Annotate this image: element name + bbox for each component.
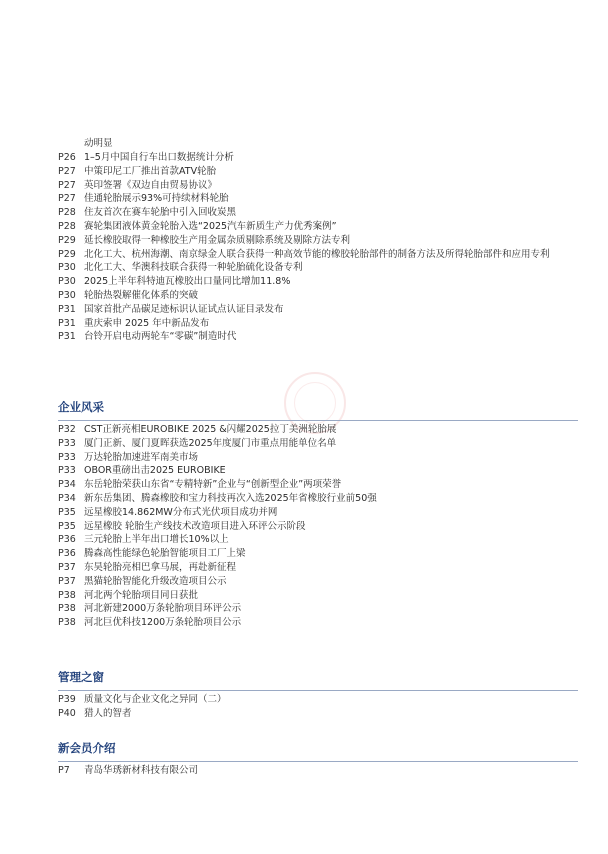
toc-continuation-line: 动明显 <box>84 138 113 149</box>
toc-item-title: 河北新建2000万条轮胎项目环评公示 <box>84 603 242 615</box>
toc-item-title: 腾森高性能绿色轮胎智能项目工厂上梁 <box>84 548 246 560</box>
toc-list-enterprise <box>58 423 578 630</box>
toc-item[interactable] <box>58 520 578 534</box>
toc-item[interactable] <box>58 575 578 589</box>
toc-item[interactable] <box>58 330 578 344</box>
toc-item-title: 1–5月中国自行车出口数据统计分析 <box>84 152 234 163</box>
toc-item-title: 新东岳集团、腾森橡胶和宝力科技再次入选2025年省橡胶行业前50强 <box>84 492 377 504</box>
toc-page-number: P31 <box>58 303 76 315</box>
toc-item-title: 重庆索申 2025 年中新品发布 <box>84 317 210 329</box>
toc-item-title: 台铃开启电动两轮车“零碳”制造时代 <box>84 331 237 343</box>
toc-page-number: P38 <box>58 589 76 601</box>
toc-item-title: 延长橡胶取得一种橡胶生产用金属杂质剔除系统及剔除方法专利 <box>84 234 351 246</box>
toc-item-title: 万达轮胎加速进军南美市场 <box>84 451 199 463</box>
toc-item-title: OBOR重磅出击2025 EUROBIKE <box>84 465 226 477</box>
toc-item-title: 赛轮集团液体黄金轮胎入选“2025汽车新质生产力优秀案例” <box>84 220 337 232</box>
toc-item[interactable] <box>58 547 578 561</box>
toc-page-number: P32 <box>58 424 76 435</box>
toc-item-title: 河北两个轮胎项目同日获批 <box>84 589 199 601</box>
toc-item-title: 三元轮胎上半年出口增长10%以上 <box>84 534 229 546</box>
toc-item-title: 河北巨优科技1200万条轮胎项目公示 <box>84 617 242 629</box>
toc-item[interactable] <box>58 478 578 492</box>
toc-item-title: 青岛华琇新材科技有限公司 <box>84 765 199 776</box>
toc-page-number: P40 <box>58 707 76 719</box>
toc-item-title: 中策印尼工厂推出首款ATV轮胎 <box>84 165 217 177</box>
toc-item[interactable] <box>58 707 578 721</box>
toc-item[interactable] <box>58 602 578 616</box>
toc-item-title: 质量文化与企业文化之异同（二） <box>84 694 227 705</box>
toc-item-title: 东昊轮胎亮相巴拿马展，再赴新征程 <box>84 561 237 573</box>
toc-item[interactable] <box>58 437 578 451</box>
toc-item[interactable] <box>58 589 578 603</box>
toc-page-number: P34 <box>58 492 76 504</box>
toc-item-title: CST正新亮相EUROBIKE 2025 &闪耀2025拉丁美洲轮胎展 <box>84 424 337 435</box>
toc-item[interactable] <box>58 179 578 193</box>
toc-page-number: P37 <box>58 561 76 573</box>
toc-item-title: 佳通轮胎展示93%可持续材料轮胎 <box>84 193 229 205</box>
toc-page-number: P30 <box>58 262 76 274</box>
toc-page-number: P30 <box>58 276 76 288</box>
toc-item[interactable] <box>58 234 578 248</box>
toc-page-number: P30 <box>58 289 76 301</box>
toc-page-number: P36 <box>58 548 76 560</box>
toc-item[interactable] <box>58 206 578 220</box>
toc-list-management <box>58 693 578 721</box>
toc-list-industry <box>58 151 578 344</box>
toc-item[interactable] <box>58 616 578 630</box>
toc-page-number: P31 <box>58 317 76 329</box>
toc-item-title: 黑猫轮胎智能化升级改造项目公示 <box>84 575 227 587</box>
toc-item[interactable] <box>58 275 578 289</box>
toc-page-number: P36 <box>58 534 76 546</box>
toc-page-number: P37 <box>58 575 76 587</box>
toc-page-number: P29 <box>58 248 76 260</box>
toc-item-title: 远星橡胶14.862MW分布式光伏项目成功并网 <box>84 506 278 518</box>
section-title-management: 管理之窗 <box>58 669 578 691</box>
toc-item[interactable] <box>58 165 578 179</box>
toc-item[interactable] <box>58 506 578 520</box>
toc-page-number: P38 <box>58 617 76 629</box>
toc-page-number: P29 <box>58 234 76 246</box>
toc-page-number: P33 <box>58 451 76 463</box>
toc-item-title: 住友首次在赛车轮胎中引入回收炭黑 <box>84 207 237 219</box>
toc-list-new-members <box>58 764 578 778</box>
toc-page-number: P27 <box>58 193 76 205</box>
toc-item-title: 远星橡胶 轮胎生产线技术改造项目进入环评公示阶段 <box>84 520 306 532</box>
toc-item-title: 猎人的智者 <box>84 707 132 719</box>
toc-item[interactable] <box>58 533 578 547</box>
toc-item-title: 轮胎热裂解催化体系的突破 <box>84 289 199 301</box>
toc-page-number: P35 <box>58 506 76 518</box>
toc-page-number: P35 <box>58 520 76 532</box>
toc-page-number: P27 <box>58 165 76 177</box>
toc-item[interactable] <box>58 464 578 478</box>
toc-item-title: 英印签署《双边自由贸易协议》 <box>84 179 218 191</box>
toc-page-number: P27 <box>58 179 76 191</box>
toc-item[interactable] <box>58 220 578 234</box>
toc-item[interactable] <box>58 423 578 437</box>
toc-item[interactable] <box>58 151 578 165</box>
toc-page-number: P26 <box>58 152 76 163</box>
toc-item[interactable] <box>58 192 578 206</box>
toc-item[interactable] <box>58 303 578 317</box>
toc-item-title: 北化工大、杭州海潮、南京绿金人联合获得一种高效节能的橡胶轮胎部件的制备方法及所得轮胎部件和应用专利 <box>84 248 550 260</box>
toc-page-number: P33 <box>58 437 76 449</box>
toc-item[interactable] <box>58 492 578 506</box>
toc-item[interactable] <box>58 764 578 778</box>
toc-page-number: P33 <box>58 465 76 477</box>
toc-item-title: 国家首批产品碳足迹标识认证试点认证目录发布 <box>84 303 284 315</box>
toc-item[interactable] <box>58 561 578 575</box>
toc-page-number: P39 <box>58 694 76 705</box>
toc-page-number: P7 <box>58 765 70 776</box>
toc-page-number: P34 <box>58 479 76 491</box>
toc-item[interactable] <box>58 317 578 331</box>
toc-item-title: 东岳轮胎荣获山东省“专精特新”企业与“创新型企业”两项荣誉 <box>84 479 342 491</box>
section-title-new-members: 新会员介绍 <box>58 740 578 762</box>
toc-item[interactable] <box>58 289 578 303</box>
toc-item-title: 厦门正新、厦门夏晖获选2025年度厦门市重点用能单位名单 <box>84 437 337 449</box>
toc-page-number: P28 <box>58 220 76 232</box>
toc-item[interactable] <box>58 248 578 262</box>
toc-page-number: P38 <box>58 603 76 615</box>
toc-item-title: 2025上半年科特迪瓦橡胶出口量同比增加11.8% <box>84 276 291 288</box>
toc-item[interactable] <box>58 693 578 707</box>
toc-page-number: P31 <box>58 331 76 343</box>
toc-item[interactable] <box>58 261 578 275</box>
toc-item-title: 北化工大、华澳科技联合获得一种轮胎硫化设备专利 <box>84 262 303 274</box>
toc-item[interactable] <box>58 451 578 465</box>
toc-page-number: P28 <box>58 207 76 219</box>
section-title-enterprise: 企业风采 <box>58 399 578 421</box>
